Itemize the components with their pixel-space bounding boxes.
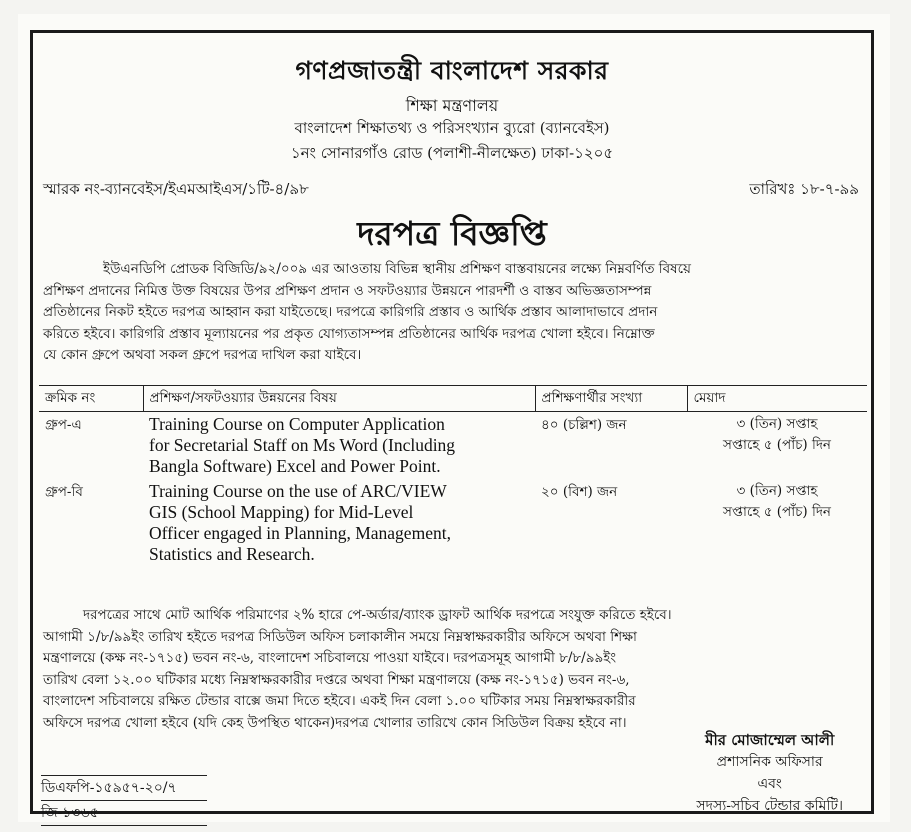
intro-line: যে কোন গ্রুপে অথবা সকল গ্রুপে দরপত্র দাখিল করা যাইবে। (43, 347, 362, 363)
closing-line: দরপত্রের সাথে মোট আর্থিক পরিমাণের ২% হারে পে-অর্ডার/ব্যাংক ড্রাফট আর্থিক দরপত্রে সংযুক্ত করিতে হইবে। (83, 607, 672, 623)
course-line: Training Course on Computer Application (149, 414, 445, 434)
intro-line: করিতে হইবে। কারিগরি প্রস্তাব মূল্যায়নের পর প্রকৃত যোগ্যতাসম্পন্ন প্রতিষ্ঠানের আর্থিক দরপত্র খোলা হইবে। নিম্নোক্ত (43, 325, 655, 342)
group-label: গ্রুপ-বি (45, 484, 83, 500)
dfp-reference: ডিএফপি-১৫৯৫৭-২০/৭ (41, 775, 207, 800)
ministry-name: শিক্ষা মন্ত্রণালয় (405, 96, 499, 115)
course-line: Statistics and Research. (149, 544, 315, 564)
duration-line: ৩ (তিন) সপ্তাহ (736, 416, 818, 432)
group-label: গ্রুপ-এ (45, 417, 82, 433)
notice-date: তারিখঃ ১৮-৭-৯৯ (749, 180, 859, 198)
course-line: GIS (School Mapping) for Mid-Level (149, 502, 414, 522)
table-row (39, 479, 867, 567)
signatory-designation: প্রশাসনিক অফিসার (716, 754, 823, 770)
closing-line: মন্ত্রণালয়ে (কক্ষ নং-১৭১৫) ভবন নং-৬, বাংলাদেশ সচিবালয়ে পাওয়া যাইবে। দরপত্রসমূহ আগামী ৮/৮/৯৯ইং (43, 650, 617, 666)
closing-line: তারিখ বেলা ১২.০০ ঘটিকার মধ্যে নিম্নস্বাক্ষরকারীর দপ্তরে অথবা শিক্ষা মন্ত্রণালয়ে (কক্ষ নং-১৭১৫) ভবন নং-৬, (43, 671, 630, 688)
intro-line: ইউএনডিপি প্রোডক বিজিডি/৯২/০০৯ এর আওতায় বিভিন্ন স্থানীয় প্রশিক্ষণ বাস্তবায়নের লক্ষ্যে নিম্নবর্ণিত বিষয়ে (103, 261, 691, 277)
course-title (143, 412, 535, 480)
header-duration: মেয়াদ (687, 386, 867, 412)
closing-line: অফিসে দরপত্র খোলা হইবে (যদি কেহ উপস্থিত থাকেন)দরপত্র খোলার তারিখে কোন সিডিউল বিক্রয় হইবে না। (43, 714, 627, 731)
course-line: for Secretarial Staff on Ms Word (Including (149, 435, 456, 455)
course-line: Training Course on the use of ARC/VIEW (149, 481, 447, 501)
course-duration (687, 479, 867, 567)
office-address: ১নং সোনারগাঁও রোড (পলাশী-নীলক্ষেত) ঢাকা-১২০৫ (290, 144, 614, 162)
bureau-name: বাংলাদেশ শিক্ষাতথ্য ও পরিসংখ্যান ব্যুরো (ব্যানবেইস) (294, 119, 610, 137)
course-table (39, 385, 867, 567)
g-reference: জি-১৩৬৫ (41, 800, 207, 826)
signatory-conjunction: এবং (757, 776, 782, 792)
notice-sheet (18, 14, 890, 822)
table-header-row (39, 386, 867, 412)
course-title (143, 479, 535, 567)
signatory-name: মীর মোজাম্মেল আলী (705, 731, 835, 749)
reference-codes (41, 775, 207, 826)
intro-paragraph (43, 259, 861, 367)
memo-number: স্মারক নং-ব্যানবেইস/ইএমআইএস/১টি-৪/৯৮ (43, 180, 309, 198)
duration-line: ৩ (তিন) সপ্তাহ (736, 483, 818, 499)
participant-count: ৪০ (চল্লিশ) জন (541, 417, 627, 433)
duration-line: সপ্তাহে ৫ (পাঁচ) দিন (723, 437, 831, 453)
closing-line: আগামী ১/৮/৯৯ইং তারিখ হইতে দরপত্র সিডিউল অফিস চলাকালীন সময়ে নিম্নস্বাক্ষরকারীর অফিসে অথবা শিক্ষা (43, 628, 637, 645)
header-subject: প্রশিক্ষণ/সফটওয়্যার উন্নয়নের বিষয় (143, 386, 535, 412)
intro-line: প্রশিক্ষণ প্রদানের নিমিত্ত উক্ত বিষয়ের উপর প্রশিক্ষণ প্রদান ও সফটওয়্যার উন্নয়নে পারদর্শী ও বাস্তব অভিজ্ঞতাসম্পন্ন (43, 282, 652, 299)
signatory-committee: সদস্য-সচিব টেন্ডার কমিটি। (696, 798, 843, 814)
government-heading: গণপ্রজাতন্ত্রী বাংলাদেশ সরকার (295, 56, 609, 85)
signature-block (696, 729, 843, 817)
header-participants: প্রশিক্ষণার্থীর সংখ্যা (535, 386, 687, 412)
closing-line: বাংলাদেশ সচিবালয়ে রক্ষিত টেন্ডার বাক্সে জমা দিতে হইবে। একই দিন বেলা ১.০০ ঘটিকার সময় নিম্নস্বাক্ষরকারীর (43, 693, 636, 709)
header-serial: ক্রমিক নং (39, 386, 143, 412)
duration-line: সপ্তাহে ৫ (পাঁচ) দিন (723, 504, 831, 520)
course-line: Bangla Software) Excel and Power Point. (149, 456, 441, 476)
notice-border (30, 30, 874, 821)
course-line: Officer engaged in Planning, Management, (149, 523, 451, 543)
notice-title: দরপত্র বিজ্ঞপ্তি (357, 214, 547, 253)
participant-count: ২০ (বিশ) জন (541, 484, 618, 500)
intro-line: প্রতিষ্ঠানের নিকট হইতে দরপত্র আহ্বান করা যাইতেছে। দরপত্রে কারিগরি প্রস্তাব ও আর্থিক প্রস্তাব আলাদাভাবে প্রদান (43, 304, 658, 320)
table-row (39, 412, 867, 480)
course-duration (687, 412, 867, 480)
closing-paragraph (43, 605, 861, 734)
